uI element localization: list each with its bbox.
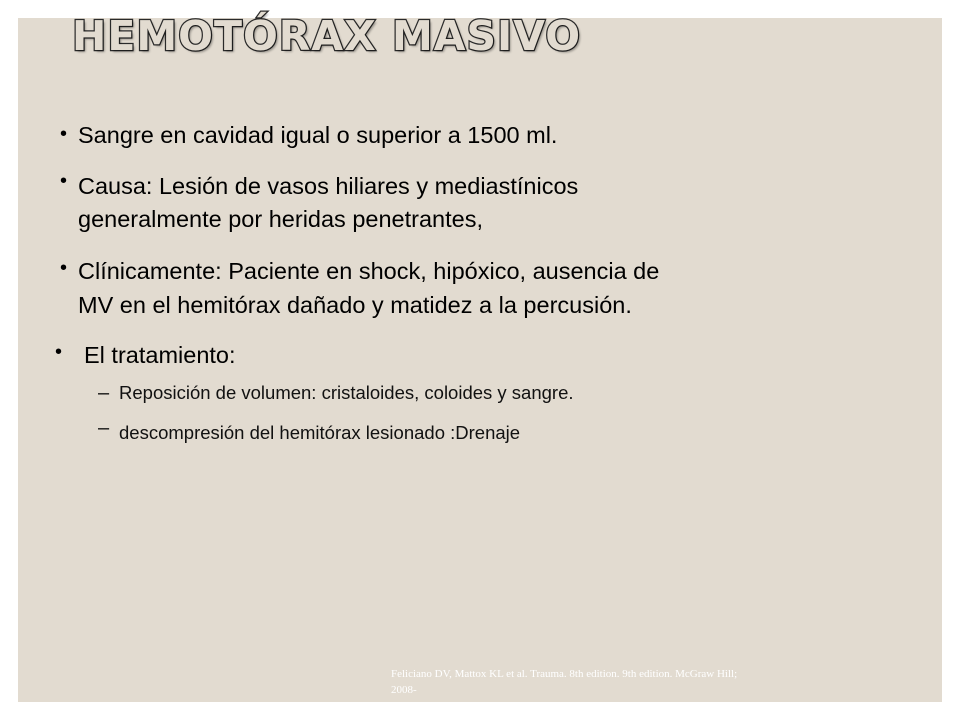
bullet-dot: • <box>55 341 63 363</box>
sub-bullet-1: Reposición de volumen: cristaloides, coloides y sangre. <box>119 382 574 403</box>
bullet-1-line-1: Sangre en cavidad igual o superior a 1500 ml. <box>78 122 558 148</box>
bullet-dot: • <box>60 170 68 192</box>
slide-title: HEMOTÓRAX MASIVO <box>72 12 582 60</box>
citation-line-2: 2008- <box>391 684 417 696</box>
sub-bullet-dash: – <box>98 382 110 404</box>
bullet-2-line-2: generalmente por heridas penetrantes, <box>78 206 483 232</box>
bullet-dot: • <box>60 257 68 279</box>
citation <box>391 666 911 698</box>
bullet-3-line-1: Clínicamente: Paciente en shock, hipóxico, ausencia de <box>78 258 660 284</box>
sub-bullet-2: descompresión del hemitórax lesionado :Drenaje <box>119 422 521 443</box>
sub-bullet-dash: – <box>98 417 110 439</box>
citation-line-1: Feliciano DV, Mattox KL et al. Trauma. 8th edition. 9th edition. McGraw Hill; <box>391 668 738 680</box>
bullet-dot: • <box>60 123 68 145</box>
bullet-2-line-1: Causa: Lesión de vasos hiliares y mediastínicos <box>78 173 579 199</box>
bullet-4-line-1: El tratamiento: <box>84 342 236 368</box>
bullet-3-line-2: MV en el hemitórax dañado y matidez a la percusión. <box>78 292 632 318</box>
